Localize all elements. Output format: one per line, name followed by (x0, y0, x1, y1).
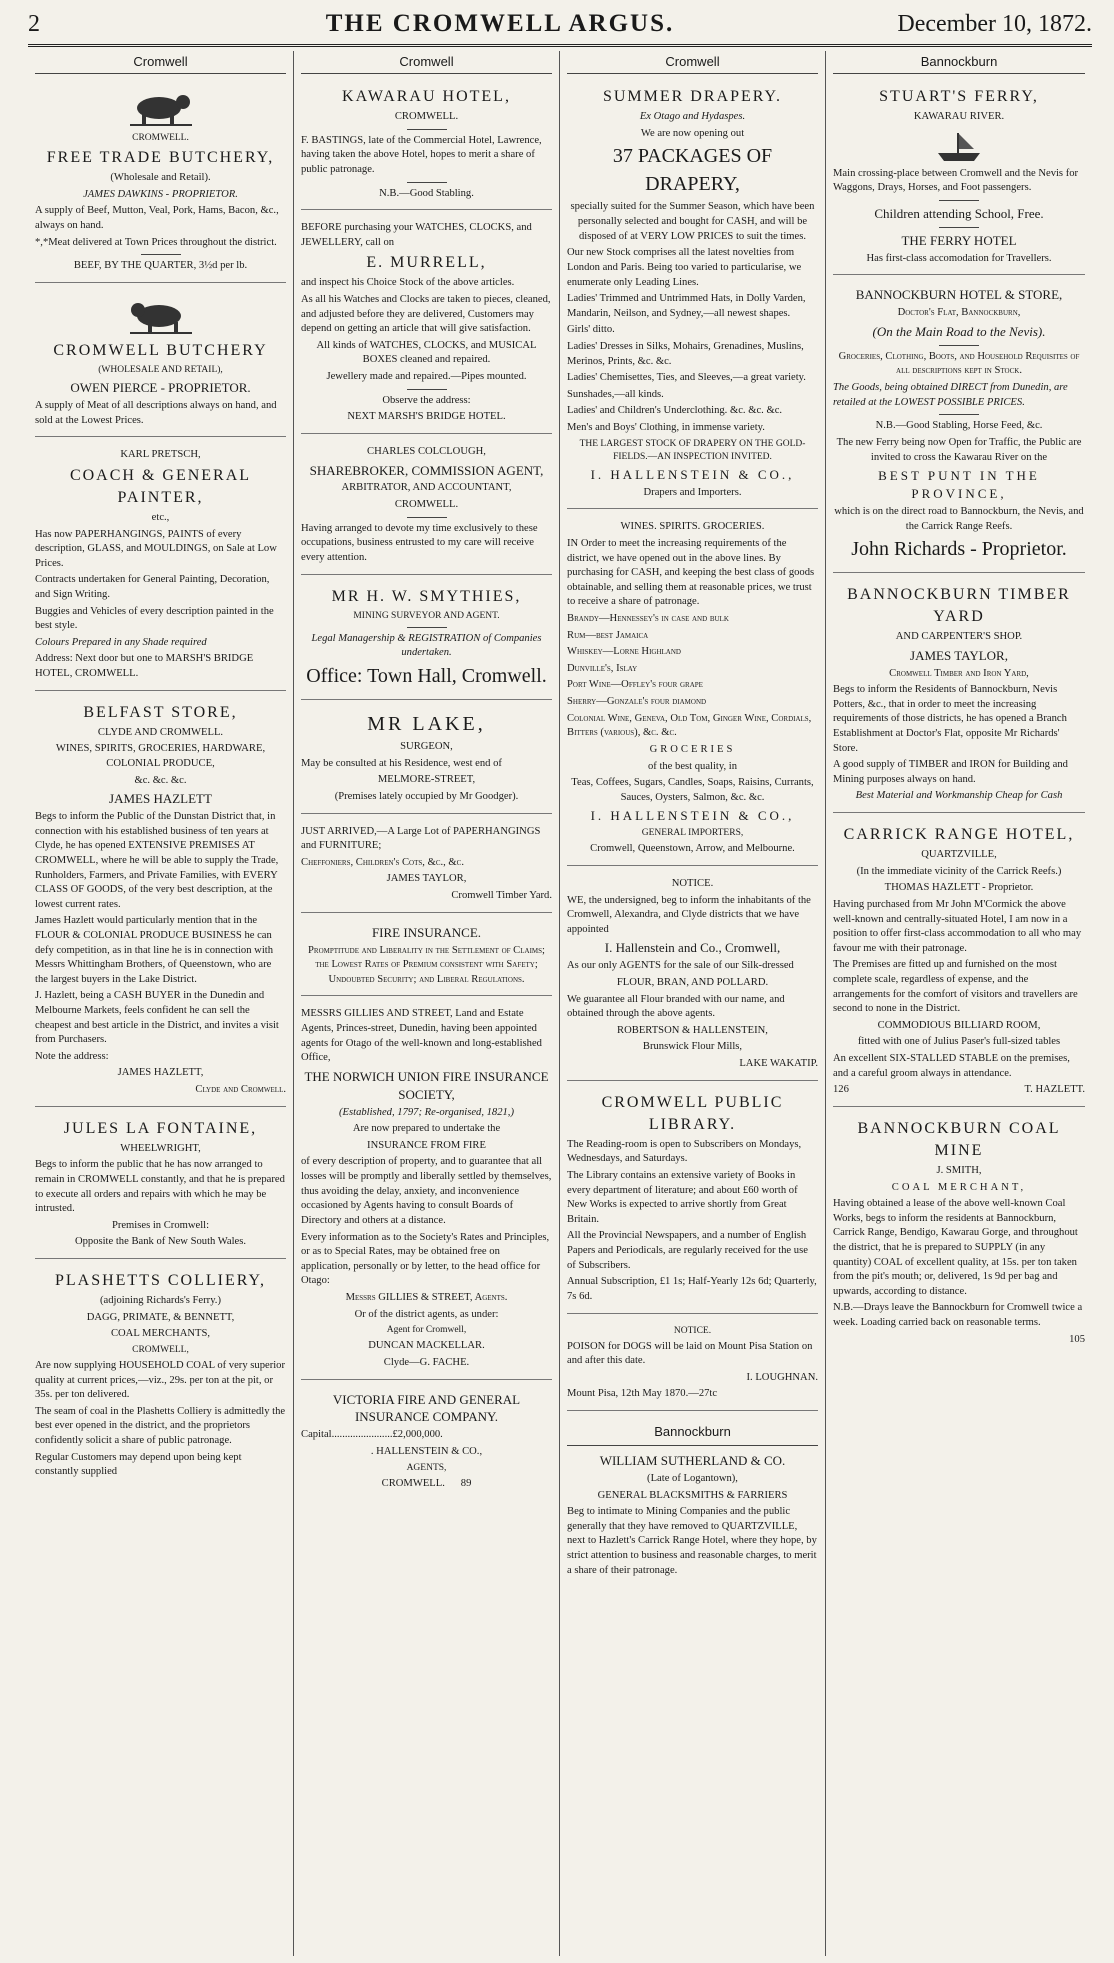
ad-name: CHARLES COLCLOUGH, (367, 445, 486, 457)
ad-headline: Children attending School, Free. (874, 205, 1044, 221)
ad-subtitle: (WHOLESALE AND RETAIL), (98, 364, 223, 375)
ad-title: CROMWELL PUBLIC LIBRARY. (601, 1093, 784, 1133)
ad-title: NOTICE. (671, 878, 714, 890)
ad-signature: LAKE WAKATIP. (739, 1058, 818, 1070)
ad-address: Opposite the Bank of New South Wales. (74, 1236, 247, 1248)
column-heading: Cromwell (567, 51, 818, 74)
ad-body: Begs to inform the public that he has now arranged to remain in CROMWELL constantly, and that he is prepared to execute all orders and repairs with which he may be intrusted. (35, 1159, 285, 1215)
ad-title: NOTICE. (673, 1325, 712, 1336)
ad-body: The Premises are fitted up and furnished on the most complete scale, regardless of expense, and the arrangements for the comfort of visitors and travellers are second to none in the District. (833, 959, 1078, 1015)
ad-role: COAL MERCHANT, (891, 1181, 1027, 1193)
ad-notice-flour (567, 871, 818, 1081)
ad-subtitle: MINING SURVEYOR AND AGENT. (353, 610, 500, 621)
ad-name: E. MURRELL, (366, 254, 487, 272)
ad-timber-yard (833, 578, 1085, 813)
ad-poison-notice (567, 1319, 818, 1412)
ad-body: F. BASTINGS, late of the Commercial Hotel, Lawrence, having taken the above Hotel, hopes to merit a share of public patronage. (301, 134, 542, 175)
column-heading: Bannockburn (833, 51, 1085, 74)
ad-note: N.B.—Good Stabling, Horse Feed, &c. (875, 420, 1043, 432)
list-item: Sunshades,—all kinds. (567, 388, 664, 400)
ad-firm: I. Hallenstein and Co., Cromwell, (604, 940, 781, 956)
ad-colclough (301, 439, 552, 575)
ad-lead: MESSRS GILLIES AND STREET, Land and Estate Agents, Princes-street, Dunedin, having been appointed agents for Otago of the well-known and long-established Office, (301, 1008, 542, 1064)
ad-agent: Clyde—G. FACHE. (383, 1356, 470, 1368)
ad-body: We are now opening out (640, 127, 745, 139)
ad-body: of the best quality, in (647, 760, 738, 772)
ad-agent: . HALLENSTEIN & CO., (370, 1446, 483, 1457)
ad-wines-spirits (567, 514, 818, 866)
ad-body: of every description of property, and to guarantee that all losses will be promptly and liberally settled by themselves, thus avoiding the delay, anxiety, and inconvenience occasioned by Agents having to consult Boards of Directory and others at a distance. (301, 1156, 552, 1226)
list-item: Ladies' and Children's Underclothing. &c. &c. &c. (567, 405, 783, 417)
ad-belfast-store (35, 696, 286, 1107)
ad-signature: JAMES HAZLETT, (117, 1067, 204, 1079)
ad-body: The seam of coal in the Plashetts Colliery is admittedly the best ever opened in the district, and the proprietors confidently solicit a share of public patronage. (35, 1405, 286, 1447)
ad-sutherland (567, 1416, 818, 1586)
ad-subtitle: (adjoining Richards's Ferry.) (100, 1295, 221, 1307)
ad-signature: ROBERTSON & HALLENSTEIN, (617, 1024, 768, 1036)
ad-proprietor: THOMAS HAZLETT - Proprietor. (884, 882, 1034, 894)
ad-title: PLASHETTS COLLIERY, (54, 1272, 267, 1290)
ad-title: CROMWELL BUTCHERY (53, 341, 268, 359)
ad-footer (833, 1083, 1085, 1098)
ad-title: SUMMER DRAPERY. (602, 88, 783, 105)
ad-body: Having obtained a lease of the above well-known Coal Works, begs to inform the residents at Bannockburn, Carrick Range, Bendigo, Kawarau Gorge, and throughout the district, that he is prepared to SUPPLY (in any quantity) COAL of excellent quality, at 15s. per ton taken from the pit's mouth; or, delivered, 1s 9d per bag and upwards, according to distance. (833, 1198, 1078, 1297)
ad-body: Teas, Coffees, Sugars, Candles, Soaps, Raisins, Currants, Sauces, Oysters, Salmon, &c. &c. (571, 777, 814, 803)
ad-agent-for: Agent for Cromwell, (386, 1325, 467, 1336)
ad-role: COAL MERCHANTS, (110, 1328, 211, 1340)
ad-subtitle: KAWARAU RIVER. (913, 111, 1005, 123)
ad-proprietor: OWEN PIERCE - PROPRIETOR. (70, 380, 251, 396)
ad-role: GENERAL IMPORTERS, (641, 828, 744, 839)
ad-body: Begs to inform the Residents of Bannockburn, Nevis Potters, &c., that in order to meet the increasing requirements of those districts, he has opened a Branch Establishment at Doctor's Flat, opposite Mr Richards' Store. (833, 684, 1067, 754)
ad-title: MR LAKE, (367, 712, 486, 735)
ad-note: Note the address: (35, 1050, 109, 1062)
ad-body: Are now supplying HOUSEHOLD COAL of very superior quality at current prices,—viz., 29s. per ton at the pit, or 35s. per ton delivered. (35, 1360, 285, 1401)
ad-name: KARL PRETSCH, (120, 449, 201, 461)
ad-body: All kinds of WATCHES, CLOCKS, and MUSICAL BOXES cleaned and repaired. (316, 339, 537, 366)
ad-number: 89 (460, 1477, 472, 1489)
ad-body: Begs to inform the Public of the Dunstan District that, in connection with his established business of ten years at Clyde, he has opened EXTENSIVE PREMISES AT CROMWELL, where he will be able to supply the Trade, Runholders, Farmers, and Private Families, with EVERY CLASS OF GOODS, of the very best description, at the lowest current rates. (35, 811, 279, 910)
ad-subtitle: THE FERRY HOTEL (901, 232, 1017, 248)
ad-name: J. SMITH, (936, 1165, 982, 1176)
ad-address: NEXT MARSH'S BRIDGE HOTEL. (347, 411, 506, 423)
ad-subtitle: CLYDE AND CROMWELL. (97, 726, 224, 738)
ad-body: WE, the undersigned, beg to inform the inhabitants of the Cromwell, Alexandra, and Clyde districts that we have appointed (567, 894, 811, 935)
ad-cromwell-butchery (35, 288, 286, 437)
ad-just-arrived (301, 819, 552, 913)
ad-body: fitted with one of Julius Paser's full-sized tables (857, 1036, 1061, 1048)
list-item: Port Wine—Offley's four grape (567, 679, 703, 691)
ad-number: 126 (833, 1084, 849, 1096)
ad-agent: DUNCAN MACKELLAR. (368, 1340, 485, 1352)
ad-title: JULES LA FONTAINE, (63, 1119, 258, 1137)
ad-title: ARBITRATOR, AND ACCOUNTANT, (341, 482, 512, 494)
section-heading: Bannockburn (567, 1420, 818, 1446)
ad-signature: Brunswick Flour Mills, (642, 1041, 743, 1053)
ad-public-library (567, 1086, 818, 1314)
ad-name: JAMES HAZLETT (109, 791, 212, 807)
ad-smythies (301, 580, 552, 700)
ad-lead: JUST ARRIVED,—A Large Lot of PAPERHANGINGS and FURNITURE; (301, 825, 541, 852)
ad-signature: John Richards - Proprietor. (851, 538, 1067, 561)
ad-body: Our new Stock comprises all the latest novelties from London and Paris. Being too varied to particularise, we enumerate only Leading Lines. (567, 247, 802, 288)
column-2 (294, 51, 560, 1956)
ad-body: The new Ferry being now Open for Traffic, the Public are invited to cross the Kawarau River on the (836, 436, 1082, 463)
ad-body: Main crossing-place between Cromwell and the Nevis for Waggons, Drays, Horses, and Foot passengers. (833, 167, 1079, 194)
column-heading: Cromwell (301, 51, 552, 74)
ad-etc: etc., (151, 511, 170, 523)
ad-place: CROMWELL. (132, 133, 189, 143)
list-item: Whiskey—Lorne Highland (567, 646, 681, 658)
ad-address: Address: Next door but one to MARSH'S BRIDGE HOTEL, CROMWELL. (35, 653, 254, 680)
ad-name: JAMES TAYLOR, (386, 873, 467, 885)
masthead (28, 10, 1092, 47)
ad-body: We guarantee all Flour branded with our name, and obtained through the above agents. (567, 993, 785, 1020)
ad-title: SHAREBROKER, COMMISSION AGENT, (309, 462, 544, 478)
ad-free-trade-butchery (35, 80, 286, 283)
ad-place: Cromwell Timber and Iron Yard, (889, 667, 1029, 679)
ad-premises: Premises in Cromwell: (111, 1219, 210, 1231)
ad-place: CROMWELL, (132, 1344, 189, 1355)
ad-subtitle: SURGEON, (400, 741, 453, 753)
ad-body: Having purchased from Mr John M'Cormick the above well-known and centrally-situated Hotel, I am now in a position to offer first-class accommodation to all who may favour me with their patronage. (833, 898, 1082, 954)
ad-title: COACH & GENERAL PAINTER, (69, 466, 252, 506)
ad-signature: T. HAZLETT. (1024, 1084, 1085, 1096)
list-item: Colonial Wine, Geneva, Old Tom, Ginger Wine, Cordials, Bitters (various), &c. &c. (567, 712, 812, 739)
ad-body: The Library contains an extensive variety of Books in every department of literature; and about £60 worth of New Works is expected to arrive shortly from Great Britain. (567, 1170, 798, 1225)
ad-proprietor: JAMES DAWKINS - PROPRIETOR. (83, 188, 238, 200)
ad-place: CROMWELL. (381, 1477, 445, 1489)
ad-la-fontaine (35, 1112, 286, 1259)
ad-goods: FLOUR, BRAN, AND POLLARD. (616, 977, 769, 988)
column-3 (560, 51, 826, 1956)
ad-title: STUART'S FERRY, (879, 88, 1039, 105)
ad-footer (301, 1477, 552, 1492)
ad-kawarau-hotel (301, 80, 552, 210)
ad-body: which is on the direct road to Bannockburn, the Nevis, and the Carrick Range Reefs. (834, 506, 1084, 532)
column-1 (28, 51, 294, 1956)
ad-place: Cromwell Timber Yard. (451, 889, 552, 901)
ad-title: VICTORIA FIRE AND GENERAL INSURANCE COMPANY. (332, 1391, 521, 1425)
ad-body: The Goods, being obtained DIRECT from Dunedin, are retailed at the LOWEST POSSIBLE PRICES. (833, 382, 1068, 408)
ad-body: Annual Subscription, £1 1s; Half-Yearly 12s 6d; Quarterly, 7s 6d. (567, 1276, 817, 1302)
ad-subtitle: CROMWELL. (394, 111, 459, 123)
ad-body: INSURANCE FROM FIRE (367, 1139, 486, 1151)
ad-note: Or of the district agents, as under: (354, 1308, 499, 1320)
ad-subtitle: (Wholesale and Retail). (110, 172, 211, 184)
ad-address: MELMORE-STREET, (377, 774, 476, 786)
bull-emblem-icon (126, 88, 196, 128)
ad-body: Has first-class accomodation for Travellers. (866, 252, 1052, 264)
page-number: 2 (28, 11, 40, 37)
ad-norwich-union (301, 1001, 552, 1379)
ad-note: N.B.—Good Stabling. (379, 187, 474, 199)
list-item: Men's and Boys' Clothing, in immense variety. (567, 422, 765, 434)
list-item: Brandy—Hennessey's in case and bulk (567, 613, 729, 625)
list-item: Ladies' Chemisettes, Ties, and Sleeves,—a great variety. (567, 372, 806, 384)
newspaper-title: THE CROMWELL ARGUS. (325, 10, 675, 37)
issue-date: December 10, 1872. (897, 11, 1092, 37)
ad-subtitle: GROCERIES (649, 743, 736, 755)
ad-place: CROMWELL. (394, 499, 459, 511)
ad-body: IN Order to meet the increasing requirements of the district, we have opened out in the above lines. By purchasing for CASH, and keeping the best class of goods obtainable, and selling them at reasonable prices, we trust to receive a share of patronage. (567, 538, 815, 608)
ad-body: Contracts undertaken for General Painting, Decoration, and Sign Writing. (35, 574, 270, 600)
ad-price: BEEF, BY THE QUARTER, 3½d per lb. (73, 260, 248, 272)
ferry-boat-icon (934, 129, 984, 163)
ad-summer-drapery (567, 80, 818, 509)
ad-note: *,*Meat delivered at Town Prices throughout the district. (35, 236, 277, 248)
ad-headline: COMMODIOUS BILLIARD ROOM, (877, 1019, 1041, 1031)
ad-plashetts-colliery (35, 1264, 286, 1488)
column-4 (826, 51, 1092, 1956)
ad-capital: Capital.......................£2,000,000. (301, 1429, 443, 1441)
ad-title: KAWARAU HOTEL, (342, 88, 511, 105)
ad-title: BANNOCKBURN TIMBER YARD (847, 585, 1071, 625)
ad-goods: WINES, SPIRITS, GROCERIES, HARDWARE, COLONIAL PRODUCE, (55, 743, 266, 769)
ad-title: FIRE INSURANCE. (371, 924, 482, 940)
ad-agents: Messrs GILLIES & STREET, Agents. (345, 1291, 508, 1303)
ad-note: Best Material and Workmanship Cheap for Cash (855, 790, 1063, 802)
ad-pretsch-painter (35, 442, 286, 690)
ad-body: Every information as to the Society's Rates and Principles, or as to Special Rates, may be obtained free on application, personally or by letter, to the head office for Otago: (301, 1231, 550, 1287)
ad-title: WINES. SPIRITS. GROCERIES. (620, 521, 765, 533)
ad-body: A supply of Beef, Mutton, Veal, Pork, Hams, Bacon, &c., always on hand. (35, 205, 279, 232)
ad-murrell-watches (301, 215, 552, 434)
ad-name: DAGG, PRIMATE, & BENNETT, (86, 1311, 235, 1323)
ad-subtitle: (In the immediate vicinity of the Carrick Reefs.) (856, 865, 1062, 877)
ad-coal-mine (833, 1112, 1085, 1355)
ad-body: A supply of Meat of all descriptions always on hand, and sold at the Lowest Prices. (35, 399, 277, 426)
ad-carrick-range-hotel (833, 818, 1085, 1107)
ad-number: 105 (1069, 1333, 1085, 1345)
ad-subtitle: (Late of Logantown), (647, 1472, 738, 1484)
ad-title: FREE TRADE BUTCHERY, (46, 149, 275, 167)
ad-stuarts-ferry (833, 80, 1085, 275)
ad-title: BANNOCKBURN HOTEL & STORE, (855, 287, 1063, 303)
ad-body: J. Hazlett, being a CASH BUYER in the Dunedin and Melbourne Markets, feels confident he can sell the cheapest and best article in the District, and invites a visit from Purchasers. (35, 990, 279, 1046)
ad-body: POISON for DOGS will be laid on Mount Pisa Station on and after this date. (567, 1340, 813, 1367)
list-item: Girls' ditto. (567, 324, 615, 336)
ad-title: WILLIAM SUTHERLAND & CO. (599, 1453, 786, 1468)
ad-body: Has now PAPERHANGINGS, PAINTS of every description, GLASS, and MOULDINGS, on Sale at Low Prices. (35, 528, 277, 569)
ad-body: Legal Managership & REGISTRATION of Companies undertaken. (311, 632, 542, 659)
ad-role: Drapers and Importers. (643, 486, 742, 498)
ad-body: and inspect his Choice Stock of the above articles. (301, 277, 515, 289)
bull-emblem-icon (126, 296, 196, 336)
ad-signature: Clyde and Cromwell. (195, 1084, 286, 1096)
ad-body: May be consulted at his Residence, west end of (301, 757, 502, 769)
ad-name: JAMES TAYLOR, (910, 647, 1008, 663)
ad-trade: GENERAL BLACKSMITHS & FARRIERS (597, 1489, 788, 1501)
ad-body: Having arranged to devote my time exclusively to these occupations, business entrusted to my care will receive every attention. (301, 522, 538, 563)
ad-subtitle: Doctor's Flat, Bannockburn, (897, 307, 1021, 319)
ad-title: MR H. W. SMYTHIES, (331, 587, 522, 605)
ad-subtitle: Ex Otago and Hydaspes. (639, 111, 746, 123)
ad-headline: 37 PACKAGES OF DRAPERY, (612, 145, 773, 195)
ad-note: Observe the address: (382, 394, 471, 406)
list-item: Ladies' Dresses in Silks, Mohairs, Grenadines, Muslins, Merinos, Prints, &c. &c. (567, 340, 804, 367)
ad-mr-lake (301, 705, 552, 814)
ad-subtitle: WHEELWRIGHT, (120, 1142, 201, 1154)
ad-note: (Premises lately occupied by Mr Goodger). (334, 790, 519, 802)
ad-title: CARRICK RANGE HOTEL, (843, 826, 1075, 844)
ad-subtitle: (On the Main Road to the Nevis). (872, 323, 1046, 339)
list-item: Sherry—Gonzale's four diamond (567, 696, 707, 708)
ad-headline: BEST PUNT IN THE PROVINCE, (878, 468, 1040, 502)
ad-body: Jewellery made and repaired.—Pipes mounted. (326, 371, 527, 383)
ad-body: A good supply of TIMBER and IRON for Building and Mining purposes always on hand. (833, 759, 1068, 785)
ad-body: James Hazlett would particularly mention that in the FLOUR & COLONIAL PRODUCE BUSINESS he can defy competition, as in that line he is in connection with Messrs Whittingham Brothers, of Queenstown, who are the largest buyers in the Lake District. (35, 915, 274, 985)
ad-body: As all his Watches and Clocks are taken to pieces, cleaned, and adjusted before they are delivered, Customers may depend on getting an article that will give satisfaction. (301, 294, 551, 335)
ad-body: Groceries, Clothing, Boots, and Household Requisites of all descriptions kept in Stock. (838, 350, 1080, 377)
ad-lead: BEFORE purchasing your WATCHES, CLOCKS, and JEWELLERY, call on (301, 222, 532, 248)
ad-firm: I. HALLENSTEIN & CO., (590, 808, 795, 824)
ad-note: N.B.—Drays leave the Bannockburn for Cromwell twice a week. Loading carried back on reasonable terms. (833, 1302, 1083, 1329)
ad-body: specially suited for the Summer Season, which have been personally selected and bought for CASH, and will be disposed of at VERY LOW PRICES to suit the times. (570, 201, 815, 242)
ad-role: AGENTS, (406, 1462, 447, 1473)
ad-note: THE LARGEST STOCK OF DRAPERY ON THE GOLD-FIELDS.—AN INSPECTION INVITED. (579, 438, 806, 462)
ad-body: As our only AGENTS for the sale of our Silk-dressed (567, 960, 794, 972)
ad-title: THE NORWICH UNION FIRE INSURANCE SOCIETY, (304, 1068, 549, 1102)
column-heading: Cromwell (35, 51, 286, 74)
ad-body: Regular Customers may depend upon being kept constantly supplied (35, 1451, 242, 1478)
ad-etc: &c. &c. &c. (134, 774, 187, 786)
ad-office: Office: Town Hall, Cromwell. (306, 664, 547, 687)
ad-date: Mount Pisa, 12th May 1870.—27tc (567, 1388, 718, 1400)
list-item: Dunville's, Islay (567, 662, 638, 674)
ad-bannockburn-hotel (833, 280, 1085, 572)
ad-body: Promptitude and Liberality in the Settlement of Claims; the Lowest Rates of Premium consistent with Safety; Undoubted Security; and Liberal Regulations. (308, 944, 545, 985)
ad-subtitle: AND CARPENTER'S SHOP. (895, 630, 1023, 642)
ad-body: An excellent SIX-STALLED STABLE on the premises, and a careful groom always in attendance. (833, 1053, 1070, 1079)
ad-title: BANNOCKBURN COAL MINE (857, 1119, 1061, 1159)
ad-body: All the Provincial Newspapers, and a number of English Papers and Periodicals, are regularly received for the use of Subscribers. (567, 1230, 808, 1271)
ad-victoria-insurance (301, 1385, 552, 1500)
ad-place: Cromwell, Queenstown, Arrow, and Melbourne. (590, 843, 795, 855)
list-item: Rum—best Jamaica (567, 629, 649, 641)
ad-subtitle: (Established, 1797; Re-organised, 1821,) (339, 1106, 514, 1118)
ad-fire-insurance (301, 918, 552, 997)
ad-subtitle: QUARTZVILLE, (921, 849, 997, 861)
ad-note: Colours Prepared in any Shade required (35, 636, 207, 648)
ad-title: BELFAST STORE, (83, 703, 238, 721)
ad-body: Beg to intimate to Mining Companies and the public generally that they have removed to QUARTZVILLE, next to Hazlett's Carrick Range Hotel, where they hope, by strict attention to business and reasonable charges, to merit a share of their patronage. (567, 1506, 817, 1576)
ad-firm: I. HALLENSTEIN & CO., (590, 466, 795, 482)
ad-body: Buggies and Vehicles of every description painted in the best style. (35, 605, 274, 632)
ad-body: Are now prepared to undertake the (352, 1123, 501, 1135)
ad-body: The Reading-room is open to Subscribers on Mondays, Wednesdays, and Saturdays. (567, 1138, 802, 1165)
list-item: Ladies' Trimmed and Untrimmed Hats, in Dolly Varden, Mandarin, Neilson, and Sydney,—all newest shapes. (567, 293, 806, 319)
ad-body: Cheffoniers, Children's Cots, &c., &c. (301, 856, 464, 868)
ad-signature: I. LOUGHNAN. (746, 1371, 818, 1383)
